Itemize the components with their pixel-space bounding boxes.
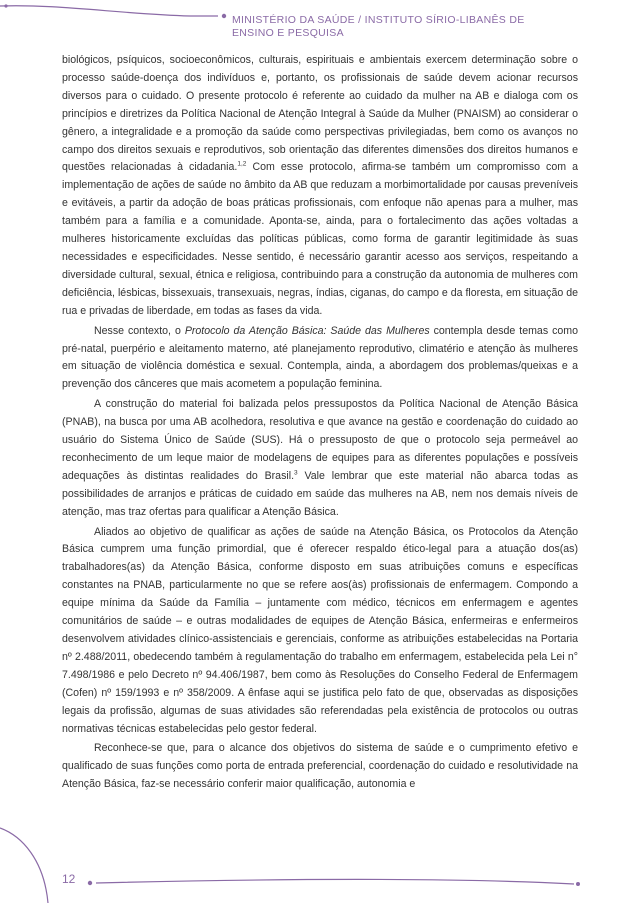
paragraph-3: A construção do material foi balizada pelos pressupostos da Política Nacional de Atenção Básica (PNAB), na busca por uma AB acolhedora, resolutiva e que avance na gestão e coordenação do cuidado ao usuário do Sistema Único de Saúde (SUS). Há o pressuposto de que o protocolo seja permeável ao reconhecimento de um leque maior de modelagens de equipes para as diferentes populações e possíveis adequações às distintas realidades do Brasil.$^3$ Vale lembrar que este material não abarca todas as possibilidades de arranjos e práticas de cuidado em saúde das mulheres na AB, nem nos demais níveis de atenção, mas traz ofertas para qualificar a Atenção Básica. [62, 398, 578, 518]
header-title-line2: ENSINO E PESQUISA [232, 27, 344, 39]
body-text [62, 52, 578, 796]
paragraph-5: Reconhece-se que, para o alcance dos objetivos do sistema de saúde e o cumprimento efetivo e qualificado de suas funções como porta de entrada preferencial, coordenação do cuidado e resolutividade na Atenção Básica, faz-se necessário conferir maior qualificação, autonomia e [62, 742, 578, 791]
header-title-line1: MINISTÉRIO DA SAÚDE / INSTITUTO SÍRIO-LIBANÊS DE [232, 14, 525, 26]
footnote-ref-3: 3 [294, 469, 298, 477]
paragraph-4: Aliados ao objetivo de qualificar as ações de saúde na Atenção Básica, os Protocolos da Atenção Básica cumprem uma função primordial, que é oferecer respaldo ético-legal para a atuação dos(as) trabalhadores(as) da Atenção Básica, conforme disposto em suas atribuições comuns e específicas constantes na PNAB, particularmente no que se refere aos(às) profissionais de enfermagem. Compondo a equipe mínima da Saúde da Família – juntamente com médico, técnicos em enfermagem e agentes comunitários de saúde – e outras modalidades de equipes de Atenção Básica, enfermeiras e enfermeiros desenvolvem atividades clínico-assistenciais e gerenciais, conforme as atribuições estabelecidas na Portaria nº 2.488/2011, obedecendo também à regulamentação do trabalho em enfermagem, estabelecida pela Lei n° 7.498/1986 e pelo Decreto nº 94.406/1987, bem como às Resoluções do Conselho Federal de Enfermagem (Cofen) nº 159/1993 e nº 358/2009. A ênfase aqui se justifica pelo fato de que, observadas as disposições legais da profissão, algumas de suas atividades são referendadas pela existência de protocolos ou outras normativas técnicas estabelecidas pelo gestor federal. [62, 525, 578, 735]
footer-decorative-line [0, 820, 638, 903]
paragraph-2: Nesse contexto, o Protocolo da Atenção Básica: Saúde das Mulheres contempla desde temas como pré-natal, puerpério e aleitamento materno, até planejamento reprodutivo, climatério e atenção às mulheres em situação de violência doméstica e sexual. Contempla, ainda, a abordagem dos problemas/queixas e a prevenção dos cânceres que mais acometem a população feminina. [62, 324, 578, 391]
header-title [232, 14, 612, 40]
protocol-title: Protocolo da Atenção Básica: Saúde das Mulheres [184, 324, 430, 337]
page-number: 12 [62, 872, 76, 886]
footnote-ref-1-2: 1,2 [237, 160, 247, 168]
paragraph-1: biológicos, psíquicos, socioeconômicos, culturais, espirituais e ambientais exercem determinação sobre o processo saúde-doença dos indivíduos e, portanto, os profissionais de saúde devem acionar recursos diversos para o cuidado. O presente protocolo é referente ao cuidado da mulher na AB e dialoga com os princípios e diretrizes da Política Nacional de Atenção Integral à Saúde da Mulher (PNAISM) ao considerar o gênero, a integralidade e a promoção da saúde como perspectivas privilegiadas, bem como os avanços no campo dos direitos sexuais e reprodutivos, sob orientação das diferentes dimensões dos direitos humanos e questões relacionadas à cidadania.$^{1,2}$ Com esse protocolo, afirma-se também um compromisso com a implementação de ações de saúde no âmbito da AB que reduzam a morbimortalidade por causas preveníveis e evitáveis, a partir da adoção de boas práticas profissionais, com enfoque não apenas para a mulher, mas também para a família e a comunidade. Aponta-se, ainda, para o fortalecimento das ações voltadas a mulheres historicamente excluídas das políticas públicas, como forma de garantir legitimidade às suas necessidades e especificidades. Nesse sentido, é necessário garantir acesso aos serviços, respeitando a diversidade cultural, sexual, étnica e religiosa, contribuindo para a construção da autonomia de mulheres com deficiência, lésbicas, bissexuais, transexuais, negras, índias, ciganas, do campo e da floresta, em situação de rua e privadas de liberdade, em todas as fases da vida. [62, 54, 578, 317]
